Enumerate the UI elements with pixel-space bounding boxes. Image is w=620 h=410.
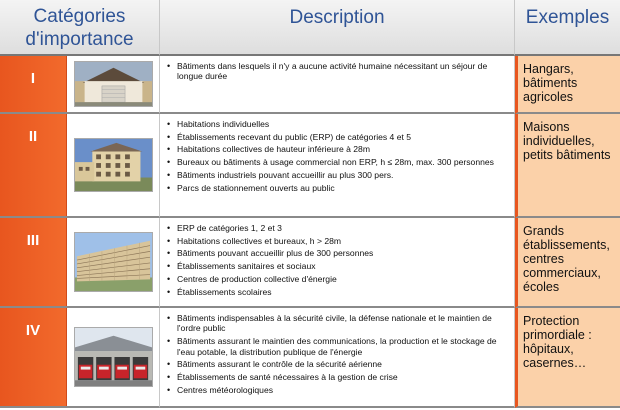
examples-cell-iii: Grands établissements, centres commerciaux, écoles xyxy=(515,218,620,308)
large-housing-block-photo xyxy=(74,232,153,292)
category-number: II xyxy=(0,114,67,216)
examples-cell-iv: Protection primordiale : hôpitaux, casernes… xyxy=(515,308,620,408)
header-examples xyxy=(515,0,620,56)
list-item: • Habitations individuelles xyxy=(166,119,510,129)
header-categories-text: Catégories d'importance xyxy=(25,6,134,50)
examples-cell-i: Hangars, bâtiments agricoles xyxy=(515,56,620,114)
category-number: IV xyxy=(0,308,67,406)
description-cell-iii xyxy=(160,218,515,308)
description-cell-ii xyxy=(160,114,515,218)
header-categories xyxy=(0,0,160,56)
header-description xyxy=(160,0,515,56)
category-number: I xyxy=(0,56,67,112)
list-item: • Établissements de santé nécessaires à la gestion de crise xyxy=(166,372,510,382)
list-item: • Centres de production collective d'énergie xyxy=(166,274,510,284)
list-item: • Bureaux ou bâtiments à usage commercial non ERP, h ≤ 28m, max. 300 personnes xyxy=(166,157,510,167)
fire-station-photo xyxy=(74,327,153,387)
description-cell-iv xyxy=(160,308,515,408)
list-item: • Bâtiments dans lesquels il n'y a aucune activité humaine nécessitant un séjour de longue durée xyxy=(166,61,510,82)
category-cell-iv xyxy=(0,308,160,408)
list-item: • ERP de catégories 1, 2 et 3 xyxy=(166,223,510,233)
list-item: • Bâtiments indispensables à la sécurité civile, la défense nationale et le maintien de l'ordre public xyxy=(166,313,510,334)
list-item: • Centres météorologiques xyxy=(166,385,510,395)
header-description-text: Description xyxy=(289,7,385,28)
category-cell-iii xyxy=(0,218,160,308)
header-examples-text: Exemples xyxy=(525,7,610,28)
list-item: • Bâtiments assurant le contrôle de la sécurité aérienne xyxy=(166,359,510,369)
list-item: • Établissements sanitaires et sociaux xyxy=(166,261,510,271)
residential-building-photo xyxy=(74,138,153,192)
list-item: • Parcs de stationnement ouverts au public xyxy=(166,183,510,193)
list-item: • Bâtiments industriels pouvant accueillir au plus 300 pers. xyxy=(166,170,510,180)
list-item: • Habitations collectives et bureaux, h > 28m xyxy=(166,236,510,246)
category-number: III xyxy=(0,218,67,306)
list-item: • Bâtiments pouvant accueillir plus de 300 personnes xyxy=(166,248,510,258)
list-item: • Établissements scolaires xyxy=(166,287,510,297)
list-item: • Habitations collectives de hauteur inférieure à 28m xyxy=(166,144,510,154)
list-item: • Bâtiments assurant le maintien des communications, la production et le stockage de l'eau potable, la distribution publique de l'énergie xyxy=(166,336,510,357)
category-cell-i xyxy=(0,56,160,114)
agricultural-hangar-photo xyxy=(74,61,153,107)
description-cell-i xyxy=(160,56,515,114)
examples-cell-ii: Maisons individuelles, petits bâtiments xyxy=(515,114,620,218)
list-item: • Établissements recevant du public (ERP) de catégories 4 et 5 xyxy=(166,132,510,142)
category-cell-ii xyxy=(0,114,160,218)
